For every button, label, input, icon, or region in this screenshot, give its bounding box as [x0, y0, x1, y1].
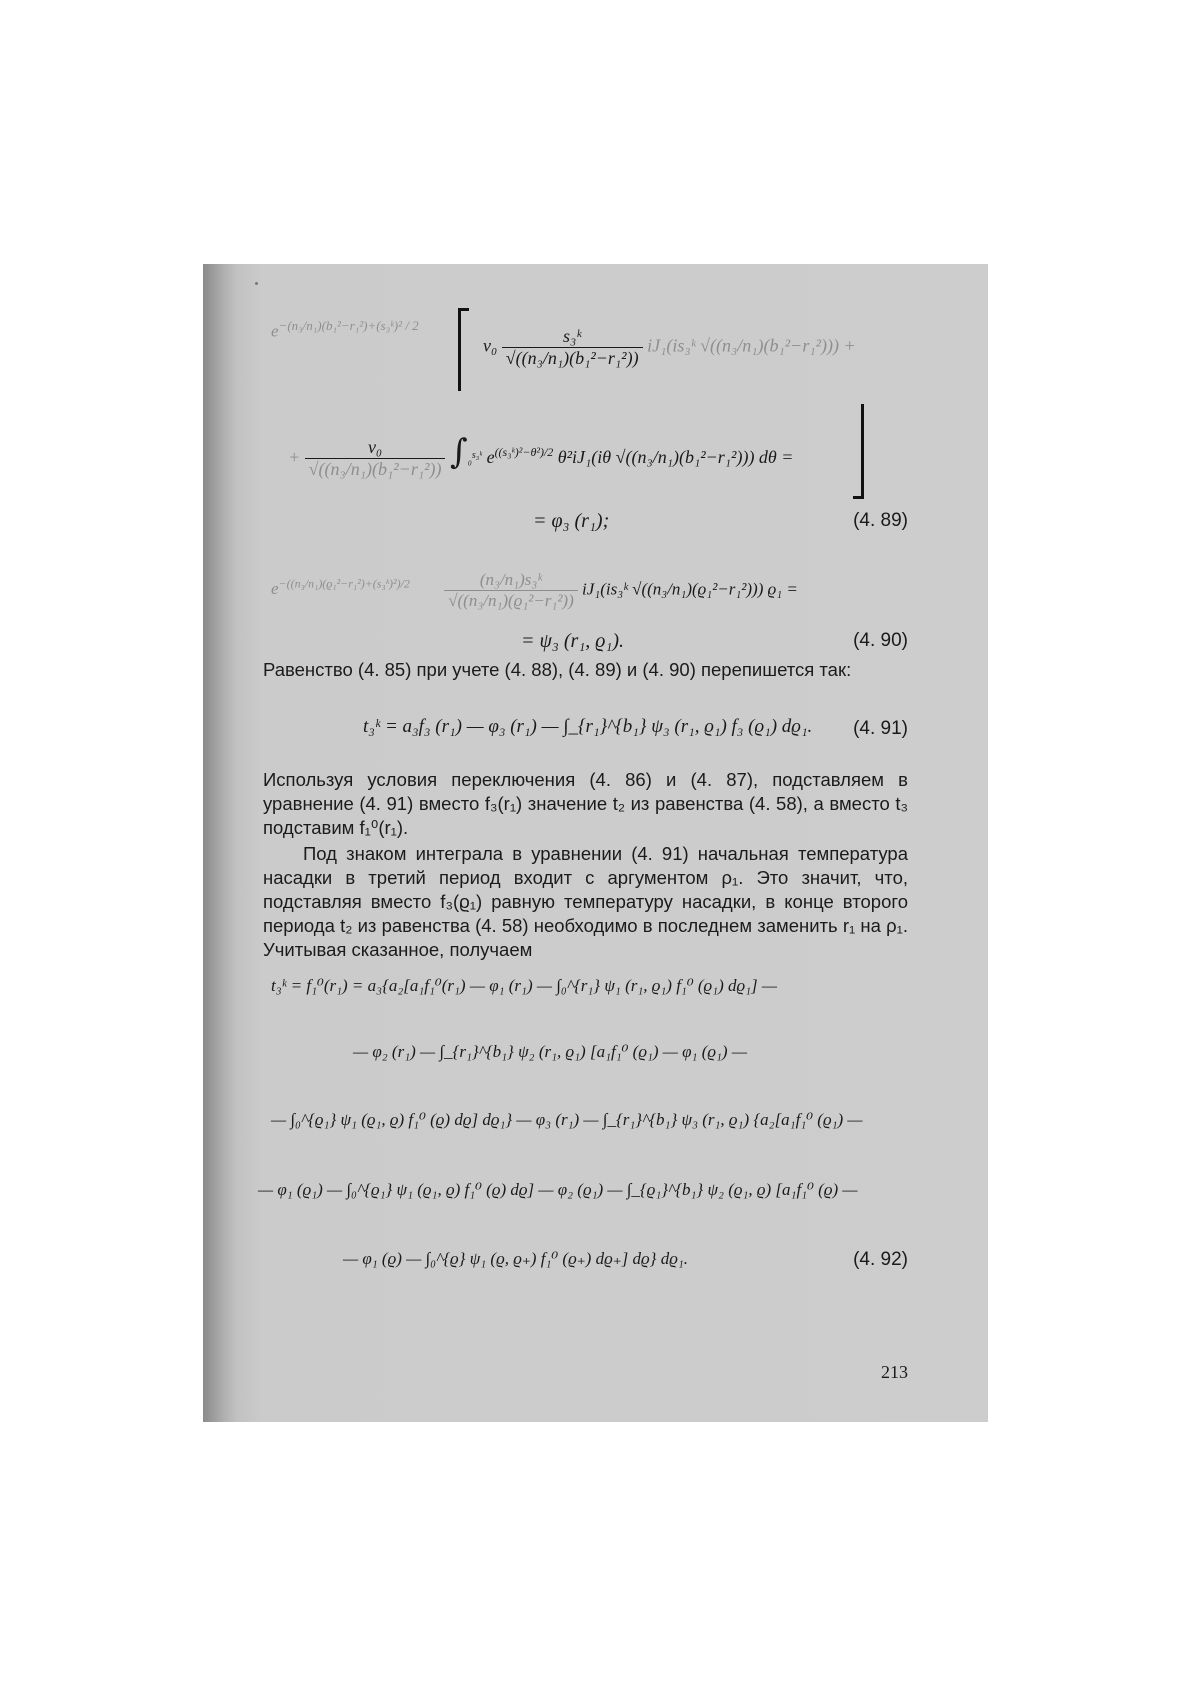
paragraph-1: Равенство (4. 85) при учете (4. 88), (4. 89) и (4. 90) перепишется так: — [263, 659, 852, 680]
eq89-left-bracket — [458, 308, 469, 391]
eq92-line1: t₃ᵏ = f₁⁰(r₁) = a₃{a₂[a₁f₁⁰(r₁) — φ₁ (r₁) — ∫₀^{r₁} ψ₁ (r₁, ϱ₁) f₁⁰ (ϱ₁) dϱ₁] — — [271, 976, 778, 995]
eq90-line2: = ψ₃ (r₁, ϱ₁). — [521, 630, 625, 652]
eq90-line1: $e^{-((n_3/n_1)(ϱ_1^2-r_1^2)+(s_3ᵏ)^2)/2}$ $\frac{\text{(n₃/n₁)s₃ᵏ}}{\text{√((n₃/n₁)(ϱ₁²−r₁²))}}$ iJ₁(is₃ᵏ √((n₃/n₁)(ϱ₁²−r₁²))) ϱ₁ = — [271, 570, 798, 610]
page-fold-shadow — [203, 264, 237, 1422]
paragraph-2: Используя условия переключения (4. 86) и (4. 87), подставляем в уравнение (4. 91) вместо f₃(r₁) значение t₂ из равенства (4. 58), а вместо t₃ подставим f₁⁰(r₁). — [263, 769, 908, 838]
eq92-line2: — φ₂ (r₁) — ∫_{r₁}^{b₁} ψ₂ (r₁, ϱ₁) [a₁f₁⁰ (ϱ₁) — φ₁ (ϱ₁) — — [353, 1042, 747, 1061]
scanned-page — [203, 264, 988, 1422]
eq89-exponent: $e^{-(n_3/n_1)(b_1^2-r_1^2)+(s_3ᵏ)^2 / 2}$ — [271, 318, 419, 341]
eq89-line1: ν₀ $\frac{\text{s₃ᵏ}}{\text{√((n₃/n₁)(b₁²−r₁²))}}$ iJ₁(is₃ᵏ √((n₃/n₁)(b₁²−r₁²))) + — [483, 326, 856, 368]
eq92-line4: — φ₁ (ϱ₁) — ∫₀^{ϱ₁} ψ₁ (ϱ₁, ϱ) f₁⁰ (ϱ) dϱ] — φ₂ (ϱ₁) — ∫_{ϱ₁}^{b₁} ψ₂ (ϱ₁, ϱ) [a₁f₁⁰ (ϱ) — — [258, 1180, 858, 1199]
page-number: 213 — [881, 1362, 908, 1382]
paragraph-3: Под знаком интеграла в уравнении (4. 91) начальная температура насадки в третий период входит с аргументом ρ₁. Это значит, что, подставляя вместо f₃(ϱ₁) равную температуру насадки, в конце второго периода t₂ из равенства (4. 58) необходимо в последнем заменить r₁ на ρ₁. Учитывая сказанное, получаем — [263, 843, 908, 960]
speck — [255, 282, 258, 285]
eq90-number: (4. 90) — [853, 630, 908, 651]
eq92-line5: — φ₁ (ϱ) — ∫₀^{ϱ} ψ₁ (ϱ, ϱ₊) f₁⁰ (ϱ₊) dϱ₊] dϱ} dϱ₁. — [343, 1249, 689, 1268]
eq91-number: (4. 91) — [853, 718, 908, 739]
eq89-line3: = φ₃ (r₁); — [533, 510, 610, 532]
eq89-number: (4. 89) — [853, 510, 908, 531]
eq89-line2: + $\frac{\text{ν₀}}{\text{√((n₃/n₁)(b₁²−r₁²))}}$ ∫₀$^{s_3ᵏ}$ $e^{((s_3ᵏ)^2-\theta^2)/2}$ θ²iJ₁(iθ √((n₃/n₁)(b₁²−r₁²))) dθ = — [288, 432, 794, 480]
eq92-line3: — ∫₀^{ϱ₁} ψ₁ (ϱ₁, ϱ) f₁⁰ (ϱ) dϱ] dϱ₁} — φ₃ (r₁) — ∫_{r₁}^{b₁} ψ₃ (r₁, ϱ₁) {a₂[a₁f₁⁰ (ϱ₁) — — [271, 1110, 863, 1129]
eq89-right-bracket — [853, 404, 864, 499]
eq92-number: (4. 92) — [853, 1249, 908, 1270]
eq91: t₃ᵏ = a₃f₃ (r₁) — φ₃ (r₁) — ∫_{r₁}^{b₁} ψ₃ (r₁, ϱ₁) f₃ (ϱ₁) dϱ₁. — [363, 716, 813, 737]
